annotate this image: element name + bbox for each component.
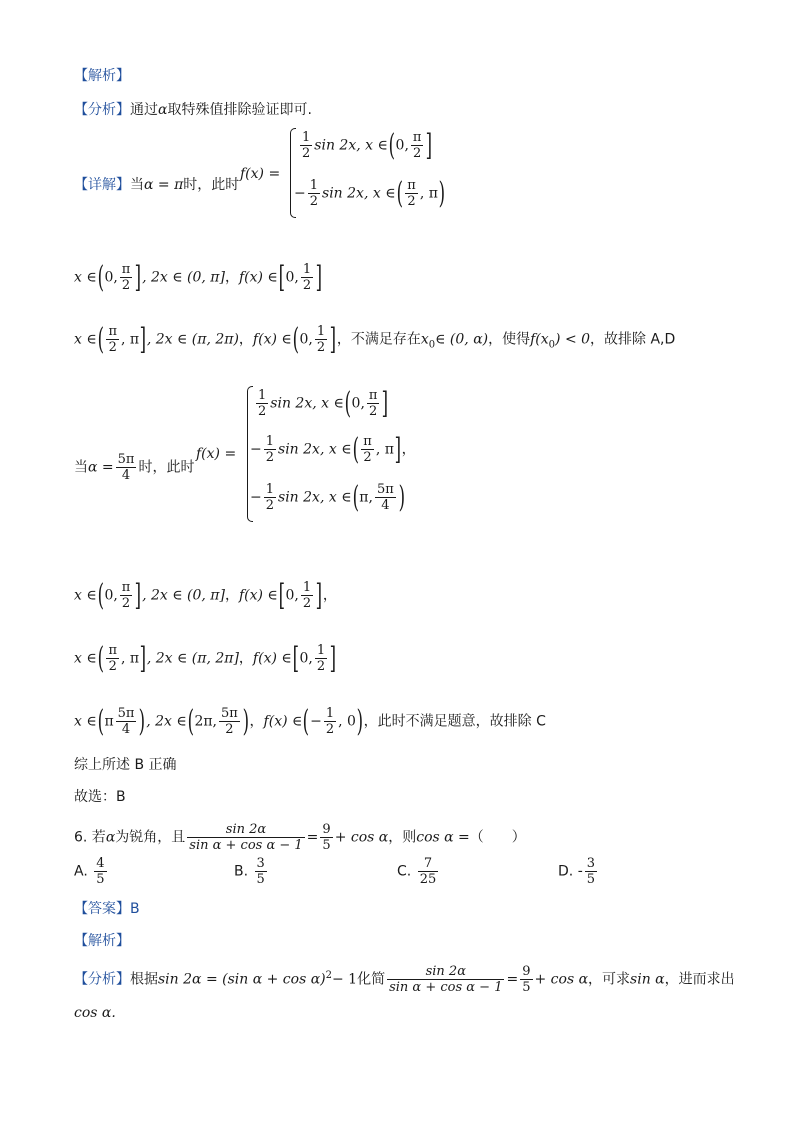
summary-line: 综上所述 B 正确 bbox=[74, 757, 177, 773]
alpha-symbol: α bbox=[158, 102, 168, 118]
analysis-tag: 【分析】 bbox=[74, 102, 130, 118]
analysis-text-pre: 通过 bbox=[130, 102, 158, 118]
analysis-line bbox=[74, 101, 312, 119]
piece2-case-1: $\frac{1}{2}$ sin 2x, x ∈(0, $\frac{\pi}{2}$ ] bbox=[258, 385, 389, 421]
section-header-analysis: 【解析】 bbox=[74, 68, 130, 84]
fx-equals-2: f(x) = bbox=[196, 446, 237, 462]
option-c[interactable]: C. $\frac{7}{25}$ bbox=[397, 856, 437, 887]
detail-tag: 【详解】 bbox=[74, 177, 130, 193]
detail-line-1 bbox=[74, 176, 239, 194]
answer-tag: 【答案】B bbox=[74, 901, 140, 917]
piece2-case-3: − $\frac{1}{2}$ sin 2x, x ∈(π, $\frac{5\pi}{4}$ ) bbox=[250, 479, 405, 515]
question-6: 6. 若α为锐角，且 $\frac{\sin 2\alpha}{\text{sin α + cos α − 1}}$ = $\frac{9}{5}$ + cos α，则cos α =（ ） bbox=[74, 822, 526, 853]
piece-case-2: − $\frac{1}{2}$ sin 2x, x ∈( $\frac{\pi}{2}$ , π) bbox=[294, 175, 446, 211]
piece-case-1: $\frac{1}{2}$ sin 2x, x ∈(0, $\frac{\pi}{2}$ ] bbox=[302, 127, 433, 163]
analysis-line-2-cont: cos α. bbox=[74, 1005, 116, 1021]
option-b[interactable]: B. $\frac{3}{5}$ bbox=[234, 856, 265, 887]
answer-choice-line: 故选：B bbox=[74, 789, 126, 805]
option-a[interactable]: A. $\frac{4}{5}$ bbox=[74, 856, 105, 887]
option-d[interactable]: D. - $\frac{3}{5}$ bbox=[558, 856, 596, 887]
analysis-text-post: 取特殊值排除验证即可. bbox=[167, 102, 312, 118]
fx-equals: f(x) = bbox=[240, 166, 281, 182]
row-a1: x ∈(0, $\frac{\pi}{2}$ ], 2x ∈ (0, π]，f(x) ∈[0, $\frac{1}{2}$ ] bbox=[74, 259, 323, 295]
row-b1: x ∈(0, $\frac{\pi}{2}$ ], 2x ∈ (0, π]，f(x) ∈[0, $\frac{1}{2}$ ]， bbox=[74, 577, 337, 613]
piece2-case-2: − $\frac{1}{2}$ sin 2x, x ∈( $\frac{\pi}{2}$ , π]， bbox=[250, 431, 416, 467]
detail-text-2: 时，此时 bbox=[183, 177, 240, 193]
detail-line-2: 当α = $\frac{5\pi}{4}$ 时，此时 bbox=[74, 452, 195, 483]
detail-text-1: 当 bbox=[130, 177, 144, 193]
row-b3: x ∈(π $\frac{5\pi}{4}$ ), 2x ∈(2π, $\frac{5\pi}{2}$ )，f(x) ∈(− $\frac{1}{2}$ , 0)，此时不满足题意，故排除 C bbox=[74, 703, 546, 739]
alpha-equals-pi: α = π bbox=[144, 177, 184, 193]
row-b2: x ∈( $\frac{\pi}{2}$ , π], 2x ∈ (π, 2π]，f(x) ∈[0, $\frac{1}{2}$ ] bbox=[74, 640, 337, 676]
section-header-analysis-2: 【解析】 bbox=[74, 933, 130, 949]
analysis-line-2: 【分析】根据sin 2α = (sin α + cos α)$^2$− 1化简 $\frac{\sin 2\alpha}{\text{sin α + cos α − 1}}$ = $\frac{9}{5}$ + cos α，可求sin α，进而求出 bbox=[74, 964, 735, 995]
row-a2: x ∈( $\frac{\pi}{2}$ , π], 2x ∈ (π, 2π)，f(x) ∈(0, $\frac{1}{2}$ ]，不满足存在$x_0\in$ (0, α)，使得$f(x_0) < 0$，故排除 A,D bbox=[74, 321, 676, 357]
